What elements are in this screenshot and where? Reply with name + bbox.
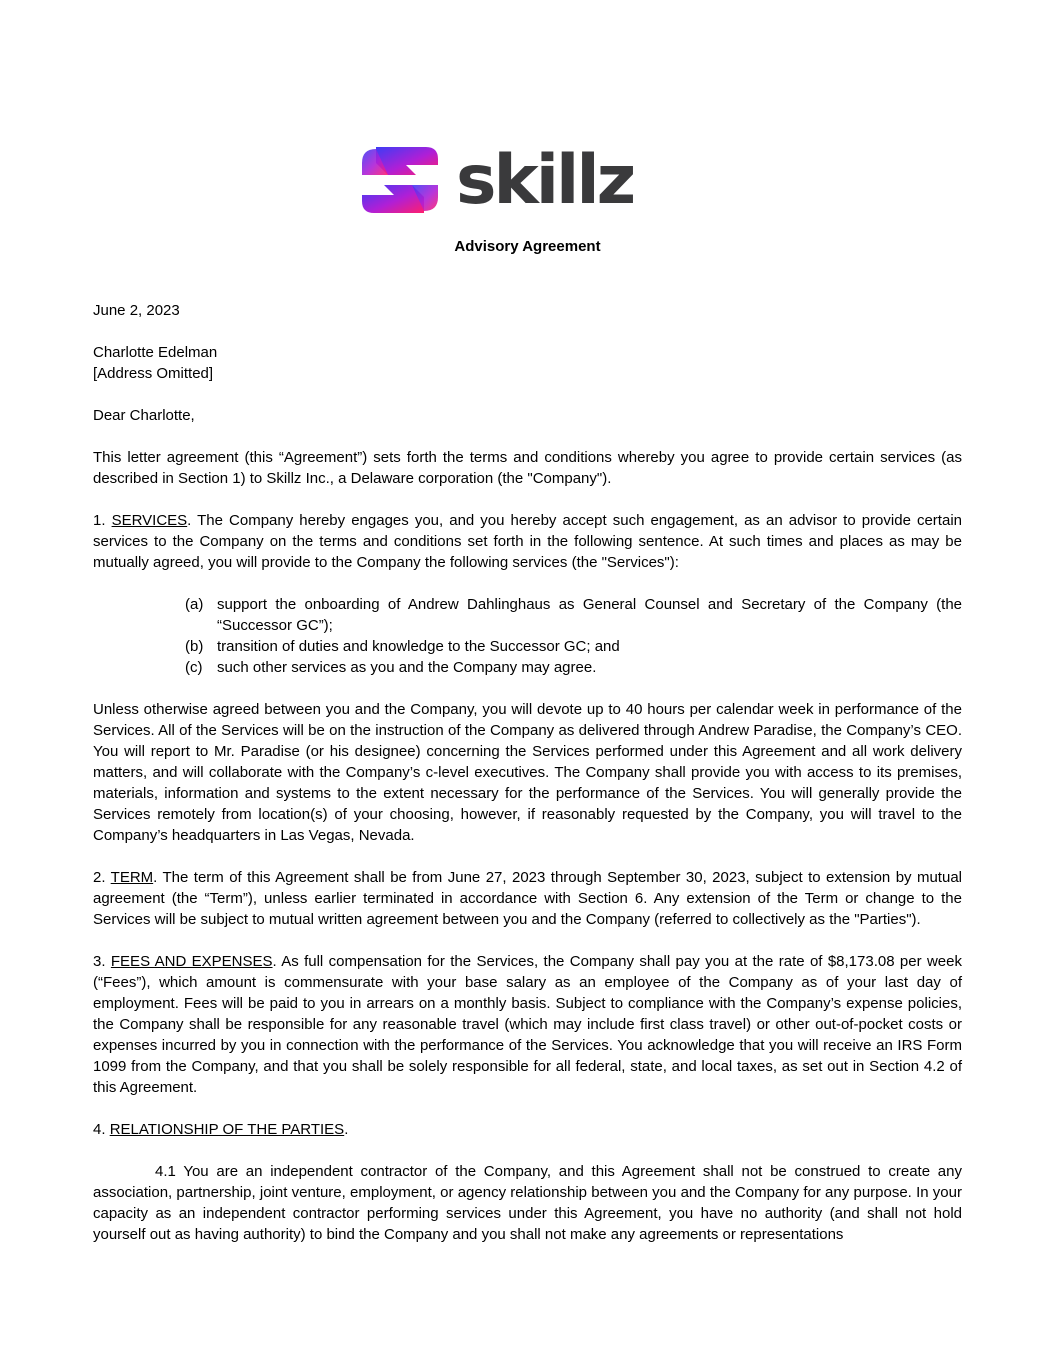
section-2-heading: TERM	[110, 869, 154, 886]
list-item	[185, 594, 962, 636]
wordmark: skillz	[456, 145, 634, 215]
recipient-name: Charlotte Edelman	[93, 344, 218, 361]
section-1-paragraph	[93, 510, 962, 573]
section-3-number: 3.	[93, 953, 111, 970]
section-1-heading: SERVICES	[111, 512, 188, 529]
recipient-address: [Address Omitted]	[93, 365, 214, 382]
section-2-number: 2.	[93, 869, 111, 886]
s-mark-icon	[362, 147, 438, 213]
document-title: Advisory Agreement	[454, 238, 601, 255]
list-item-text: such other services as you and the Company may agree.	[217, 659, 597, 676]
intro-paragraph: This letter agreement (this “Agreement”) sets forth the terms and conditions whereby you agree to provide certain services (as described in Section 1) to Skillz Inc., a Delaware corporation (the "Company").	[93, 449, 962, 487]
section-3-paragraph	[93, 951, 962, 1098]
section-2-text: . The term of this Agreement shall be from June 27, 2023 through September 30, 2023, subject to extension by mutual agreement (the “Term”), unless earlier terminated in accordance with Section 6. Any extension of the Term or change to the Services will be subject to mutual written agreement between you and the Company (referred to collectively as the "Parties").	[93, 869, 962, 928]
list-item-text: transition of duties and knowledge to the Successor GC; and	[217, 638, 620, 655]
list-item-marker: (c)	[185, 659, 203, 676]
list-item-marker: (a)	[185, 596, 204, 613]
section-4-heading-paragraph	[93, 1119, 962, 1140]
section-4-text: .	[344, 1121, 349, 1138]
list-item	[185, 657, 962, 678]
section-1-number: 1.	[93, 512, 112, 529]
salutation: Dear Charlotte,	[93, 407, 195, 424]
section-2-paragraph	[93, 867, 962, 930]
document-body	[93, 300, 962, 1266]
section-4-number: 4.	[93, 1121, 110, 1138]
list-item	[185, 636, 962, 657]
list-item-text: support the onboarding of Andrew Dahlinghaus as General Counsel and Secretary of the Company (the “Successor GC”);	[217, 596, 962, 634]
section-4-heading: RELATIONSHIP OF THE PARTIES	[109, 1121, 345, 1138]
section-3-heading: FEES AND EXPENSES	[110, 953, 273, 970]
date: June 2, 2023	[93, 302, 180, 319]
services-list	[93, 594, 962, 678]
skillz-logo	[362, 145, 694, 215]
section-3-text: . As full compensation for the Services, the Company shall pay you at the rate of $8,173.08 per week (“Fees”), which amount is commensurate with your base salary as an employee of the Company as of your last day of employment. Fees will be paid to you in arrears on a monthly basis. Subject to compliance with the Company’s expense policies, the Company shall be responsible for any reasonable travel (which may include first class travel) or other out-of-pocket costs or expenses incurred by you in connection with the performance of the Services. You acknowledge that you will receive an IRS Form 1099 from the Company, and that you shall be solely responsible for all federal, state, and local taxes, as set out in Section 4.2 of this Agreement.	[93, 953, 962, 1096]
services-followup-paragraph: Unless otherwise agreed between you and the Company, you will devote up to 40 hours per calendar week in performance of the Services. All of the Services will be on the instruction of the Company as delivered through Andrew Paradise, the Company’s CEO. You will report to Mr. Paradise (or his designee) concerning the Services performed under this Agreement and all work delivery matters, and will collaborate with the Company’s c-level executives. The Company shall provide you with access to its premises, materials, information and systems to the extent necessary for the performance of the Services. You will generally provide the Services remotely from location(s) of your choosing, however, if reasonably requested by the Company, you will travel to the Company’s headquarters in Las Vegas, Nevada.	[93, 701, 962, 844]
list-item-marker: (b)	[185, 638, 204, 655]
section-1-text: . The Company hereby engages you, and you hereby accept such engagement, as an advisor to provide certain services to the Company on the terms and conditions set forth in the following sentence. At such times and places as may be mutually agreed, you will provide to the Company the following services (the "Services"):	[93, 512, 962, 571]
section-4-1-paragraph: 4.1 You are an independent contractor of the Company, and this Agreement shall not be construed to create any association, partnership, joint venture, employment, or agency relationship between you and the Company for any purpose. In your capacity as an independent contractor performing services under this Agreement, you have no authority (and shall not hold yourself out as having authority) to bind the Company and you shall not make any agreements or representations	[93, 1163, 962, 1243]
skillz-logo-graphic	[362, 145, 694, 215]
